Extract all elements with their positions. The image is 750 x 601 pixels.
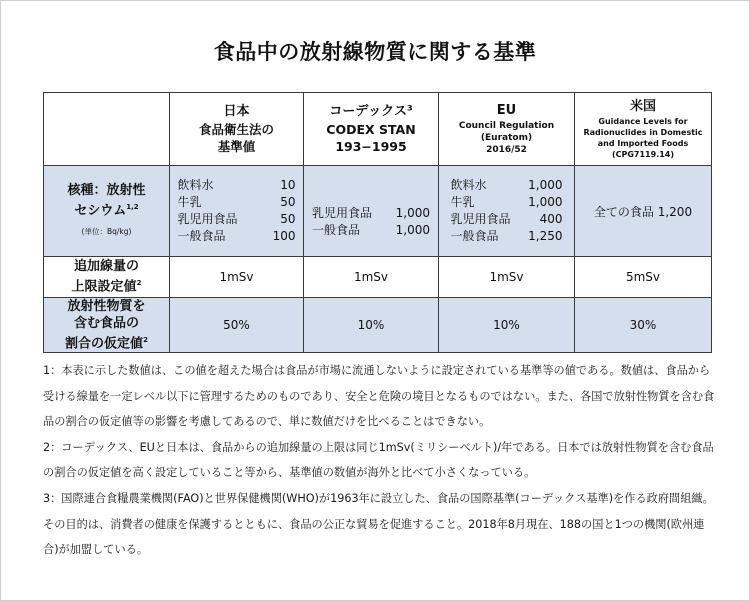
footnote-2: 2：コーデックス、EUと日本は、食品からの追加線量の上限は同じ1mSv(ミリシーベルト)/年である。日本では放射性物質を含む食品の割合の仮定値を高く設定していること等から、基準値の数値が海外と比べて小さくなっている。 — [43, 440, 714, 480]
row-label-dose-line1: 追加線量の — [73, 259, 139, 275]
food-value: 1,250 — [528, 229, 563, 243]
food-item: 乳児用食品 — [177, 212, 238, 226]
cesium-us-cell: 全ての食品 1,200 — [575, 166, 712, 257]
header-us — [575, 93, 712, 166]
header-japan — [170, 93, 304, 166]
food-item: 飲料水 — [177, 178, 214, 192]
row-label-cesium-text: セシウム — [74, 203, 127, 219]
header-us-cpg: (CPG7119.14) — [611, 150, 675, 159]
food-item: 乳児用食品 — [450, 212, 511, 226]
row-label-ratio-text: 割合の仮定値 — [65, 336, 144, 352]
ratio-us-cell: 30% — [575, 298, 712, 353]
food-value: 400 — [539, 212, 563, 226]
header-us-guidance: Guidance Levels for — [598, 117, 688, 126]
footnote-1: 1：本表に示した数値は、この値を超えた場合は食品が市場に流通しないように設定されている基準等の値である。数値は、食品から受ける線量を一定レベル以下に管理するためのものであり、安全と危険の境目となるものではない。また、各国で放射性物質を含む食品の割合の仮定値等の影響を考慮してあるので、単に数値だけを比べることはできない。 — [43, 364, 715, 429]
row-label-cesium-line1: 核種：放射性 — [67, 182, 146, 198]
food-value: 1,000 — [528, 178, 563, 192]
food-value: 10 — [280, 178, 296, 192]
footnote-3: 3：国際連合食糧農業機関(FAO)と世界保健機関(WHO)が1963年に設立した、食品の国際基準(コーデックス基準)を作る政府間組織。その目的は、消費者の健康を保護するとともに、食品の公正な貿易を促進すること。2018年8月現在、188の国と1つの機関(欧州連合)が加盟している。 — [43, 491, 714, 557]
food-value: 1,000 — [395, 223, 430, 237]
ratio-codex-cell: 10% — [304, 298, 439, 353]
row-label-cesium — [44, 166, 170, 257]
header-us-radionuclides: Radionuclides in Domestic — [583, 128, 703, 137]
row-label-unit: (単位：Bq/kg) — [81, 227, 132, 237]
value-row — [312, 222, 430, 239]
dose-codex-cell: 1mSv — [304, 257, 439, 298]
row-label-ratio-line3 — [44, 332, 169, 352]
footnote-ref: 1,2 — [126, 202, 139, 211]
food-item: 一般食品 — [450, 229, 499, 243]
food-value: 100 — [272, 229, 296, 243]
header-eu-number: 2016/52 — [486, 145, 527, 155]
header-codex-name: コーデックス³ — [329, 104, 413, 119]
header-codex-number: 193−1995 — [335, 139, 407, 154]
header-eu-regulation: Council Regulation — [458, 121, 555, 131]
value-row — [312, 205, 430, 222]
food-value: 50 — [280, 212, 296, 226]
table-row-dose — [44, 257, 712, 298]
table-row-cesium — [44, 166, 712, 257]
value-row — [178, 228, 296, 245]
header-eu — [439, 93, 575, 166]
row-label-cesium-line2 — [44, 199, 169, 219]
header-us-name: 米国 — [629, 99, 656, 114]
table-header-row — [44, 93, 712, 166]
dose-eu-cell: 1mSv — [439, 257, 575, 298]
table-row-ratio — [44, 298, 712, 353]
footnotes — [43, 358, 715, 563]
row-label-ratio-line2: 含む食品の — [73, 316, 139, 331]
dose-us-cell: 5mSv — [575, 257, 712, 298]
food-item: 一般食品 — [177, 229, 226, 243]
value-row — [178, 194, 296, 211]
food-value: 1,000 — [395, 206, 430, 220]
ratio-eu-cell: 10% — [439, 298, 575, 353]
value-row — [178, 211, 296, 228]
row-label-ratio — [44, 298, 170, 353]
value-row — [178, 177, 296, 194]
header-eu-euratom: (Euratom) — [480, 133, 533, 143]
food-item: 牛乳 — [450, 195, 475, 209]
header-empty-cell — [44, 93, 170, 166]
footnote-ref: 2 — [136, 279, 142, 288]
food-value: 50 — [280, 195, 296, 209]
cesium-codex-cell — [304, 166, 439, 257]
row-label-dose — [44, 257, 170, 298]
header-japan-law-2: 基準値 — [217, 139, 256, 154]
value-row — [451, 177, 563, 194]
cesium-eu-cell — [439, 166, 575, 257]
value-row — [451, 211, 563, 228]
header-us-foods: and Imported Foods — [597, 139, 689, 148]
header-japan-law: 食品衛生法の — [198, 122, 274, 137]
row-label-dose-text: 上限設定値 — [71, 279, 137, 295]
dose-japan-cell: 1mSv — [170, 257, 304, 298]
food-item: 一般食品 — [312, 223, 361, 237]
food-item: 乳児用食品 — [312, 206, 373, 220]
standards-table — [43, 92, 712, 353]
cesium-japan-cell — [170, 166, 304, 257]
page-title: 食品中の放射線物質に関する基準 — [213, 40, 537, 64]
ratio-japan-cell: 50% — [170, 298, 304, 353]
food-value: 1,000 — [528, 195, 563, 209]
header-japan-name: 日本 — [223, 104, 250, 119]
row-label-ratio-line1: 放射性物質を — [67, 299, 146, 314]
footnote-ref: 2 — [143, 336, 148, 344]
value-row — [451, 194, 563, 211]
header-codex — [304, 93, 439, 166]
food-item: 牛乳 — [177, 195, 202, 209]
header-eu-name: EU — [496, 103, 517, 118]
header-codex-standard: CODEX STAN — [326, 122, 416, 137]
row-label-dose-line2 — [44, 275, 169, 295]
value-row — [451, 228, 563, 245]
food-item: 飲料水 — [450, 178, 487, 192]
